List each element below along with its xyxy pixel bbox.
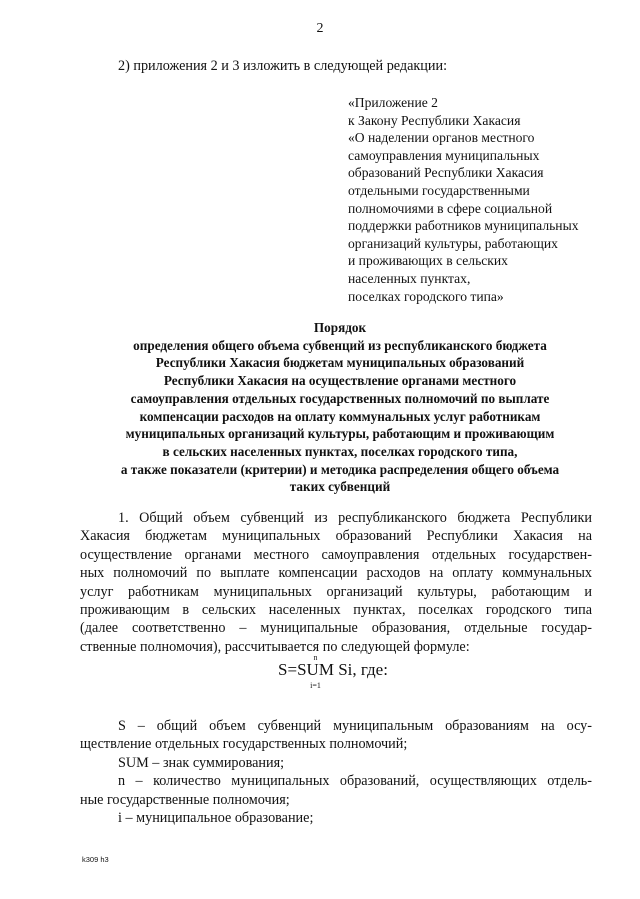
appendix-line: и проживающих в сельских	[348, 253, 508, 269]
appendix-line: отдельными государственными	[348, 182, 530, 198]
page-number: 2	[316, 21, 324, 36]
appendix-line: образований Республики Хакасия	[348, 165, 544, 181]
title-line: в сельских населенных пунктах, поселках городского типа,	[162, 443, 518, 459]
appendix-line: к Закону Республики Хакасия	[348, 112, 521, 128]
title-line: Порядок	[313, 320, 367, 335]
appendix-line: поселках городского типа»	[348, 288, 504, 304]
appendix-line: «О наделении органов местного	[348, 130, 535, 146]
definition-line: SUM – знак суммирования;	[118, 754, 285, 771]
definitions	[80, 717, 592, 827]
definition-line: i – муниципальное образование;	[118, 810, 314, 827]
formula-lhs: S=	[278, 660, 298, 679]
sum-operator	[297, 653, 334, 690]
appendix-line: самоуправления муниципальных	[348, 147, 540, 163]
paragraph-1	[80, 509, 592, 656]
title-line: таких субвенций	[289, 479, 391, 495]
definition-line: S – общий объем субвенций муниципальным образованиям на осу-	[118, 718, 592, 734]
definition-line: n – количество муниципальных образований, осуществляющих отдель-	[118, 773, 592, 790]
paragraph-line: осуществление органами местного самоуправления отдельных государствен-	[80, 546, 592, 563]
paragraph-line: 1. Общий объем субвенций из республиканского бюджета Республики	[118, 510, 592, 526]
paragraph-line: ных полномочий по выплате компенсации расходов на оплату коммунальных	[80, 565, 592, 582]
sum-symbol: SUM	[297, 660, 334, 679]
intro-text: 2) приложения 2 и 3 изложить в следующей редакции:	[118, 58, 448, 74]
sum-lower-limit: i=1	[310, 681, 321, 690]
title-line: муниципальных организаций культуры, работающим и проживающим	[125, 426, 555, 442]
paragraph-line: проживающим в сельских населенных пунктах, поселках городского типа	[80, 602, 592, 619]
document-title	[80, 319, 600, 496]
definition-line: ные государственные полномочия;	[80, 791, 290, 808]
paragraph-line: услуг работникам муниципальных организаций культуры, работающим и	[80, 583, 592, 600]
title-line: определения общего объема субвенций из республиканского бюджета	[133, 337, 547, 353]
title-line: Республики Хакасия на осуществление органами местного	[163, 373, 517, 389]
footer-code: k309 h3	[82, 855, 109, 864]
paragraph-line: ственные полномочия), рассчитывается по следующей формуле:	[80, 638, 470, 655]
title-line: а также показатели (критерии) и методика распределения общего объема	[120, 461, 560, 477]
appendix-line: поддержки работников муниципальных	[348, 218, 579, 234]
title-line: самоуправления отдельных государственных полномочий по выплате	[130, 390, 550, 406]
paragraph-line: Хакасия бюджетам муниципальных образований Республики Хакасия на	[80, 528, 592, 545]
appendix-line: «Приложение 2	[348, 95, 438, 110]
appendix-line: полномочиями в сфере социальной	[348, 200, 553, 216]
appendix-line: организаций культуры, работающих	[348, 235, 558, 251]
sum-formula	[0, 653, 640, 690]
appendix-header	[348, 94, 610, 305]
formula-rhs: Si, где:	[333, 660, 388, 679]
sum-upper-limit: n	[313, 653, 318, 662]
appendix-line: населенных пунктах,	[348, 270, 471, 286]
title-line: компенсации расходов на оплату коммунальных услуг работникам	[139, 408, 541, 424]
title-line: Республики Хакасия бюджетам муниципальных образований	[155, 355, 525, 371]
definition-line: ществление отдельных государственных полномочий;	[80, 736, 408, 753]
paragraph-line: (далее соответственно – муниципальные образования, отдельные государ-	[80, 620, 592, 637]
